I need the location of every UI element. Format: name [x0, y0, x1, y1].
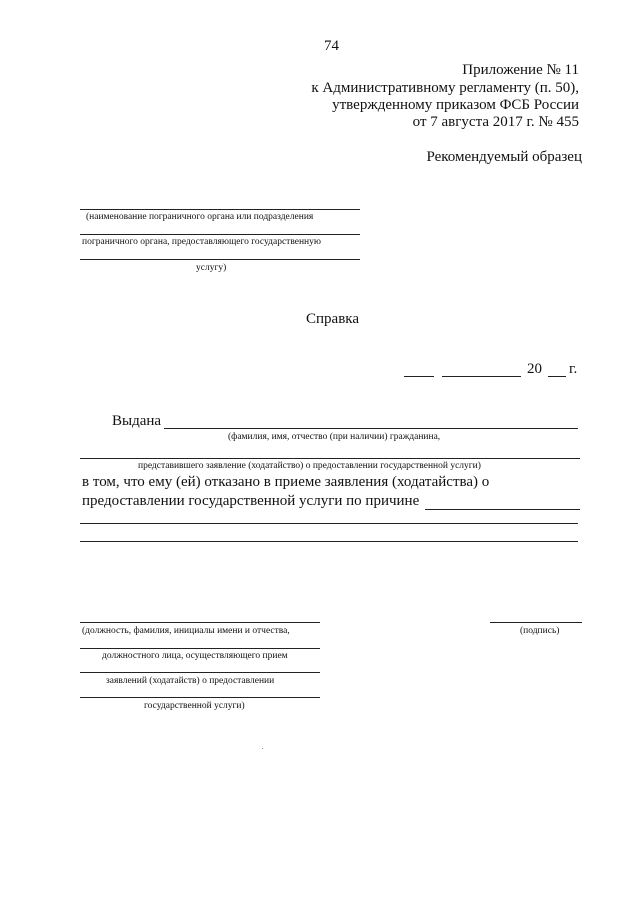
organ-caption-3: услугу) — [196, 263, 227, 273]
issued-line-2 — [80, 458, 580, 459]
reason-blank-2 — [80, 523, 578, 524]
signature-line — [490, 622, 582, 623]
organ-caption-2: пограничного органа, предоставляющего государственную — [82, 237, 321, 247]
body-line-1: в том, что ему (ей) отказано в приеме заявления (ходатайства) о — [82, 474, 490, 490]
document-title: Справка — [306, 311, 359, 327]
issued-label: Выдана — [112, 413, 162, 429]
date-year-prefix: 20 — [527, 361, 542, 377]
official-caption-4: государственной услуги) — [144, 701, 245, 711]
scan-speck — [262, 748, 263, 749]
page-number: 74 — [324, 38, 339, 54]
body-line-2: предоставлении государственной услуги по причине — [82, 493, 420, 509]
date-year-suffix: г. — [569, 361, 578, 377]
official-caption-3: заявлений (ходатайств) о предоставлении — [106, 676, 275, 686]
official-line-1 — [80, 622, 320, 623]
official-caption-2: должностного лица, осуществляющего прием — [102, 651, 288, 661]
appendix-line-4: от 7 августа 2017 г. № 455 — [412, 114, 579, 130]
appendix-line-2: к Административному регламенту (п. 50), — [311, 80, 579, 96]
organ-line-1 — [80, 209, 360, 210]
official-line-2 — [80, 648, 320, 649]
appendix-line-3: утвержденному приказом ФСБ России — [332, 97, 579, 113]
signature-caption: (подпись) — [520, 626, 560, 636]
reason-blank-3 — [80, 541, 578, 542]
issued-caption-1: (фамилия, имя, отчество (при наличии) гражданина, — [228, 432, 441, 442]
official-line-3 — [80, 672, 320, 673]
date-day-blank — [404, 376, 434, 377]
sample-label: Рекомендуемый образец — [426, 149, 582, 165]
official-line-4 — [80, 697, 320, 698]
date-year-blank — [548, 376, 566, 377]
issued-caption-2: представившего заявление (ходатайство) о предоставлении государственной услуги) — [138, 461, 481, 471]
issued-name-blank — [164, 428, 578, 429]
reason-blank-1 — [425, 509, 580, 510]
official-caption-1: (должность, фамилия, инициалы имени и отчества, — [82, 626, 290, 636]
date-month-blank — [442, 376, 521, 377]
organ-line-2 — [80, 234, 360, 235]
organ-line-3 — [80, 259, 360, 260]
appendix-line-1: Приложение № 11 — [462, 62, 579, 78]
organ-caption-1: (наименование пограничного органа или подразделения — [86, 212, 314, 222]
